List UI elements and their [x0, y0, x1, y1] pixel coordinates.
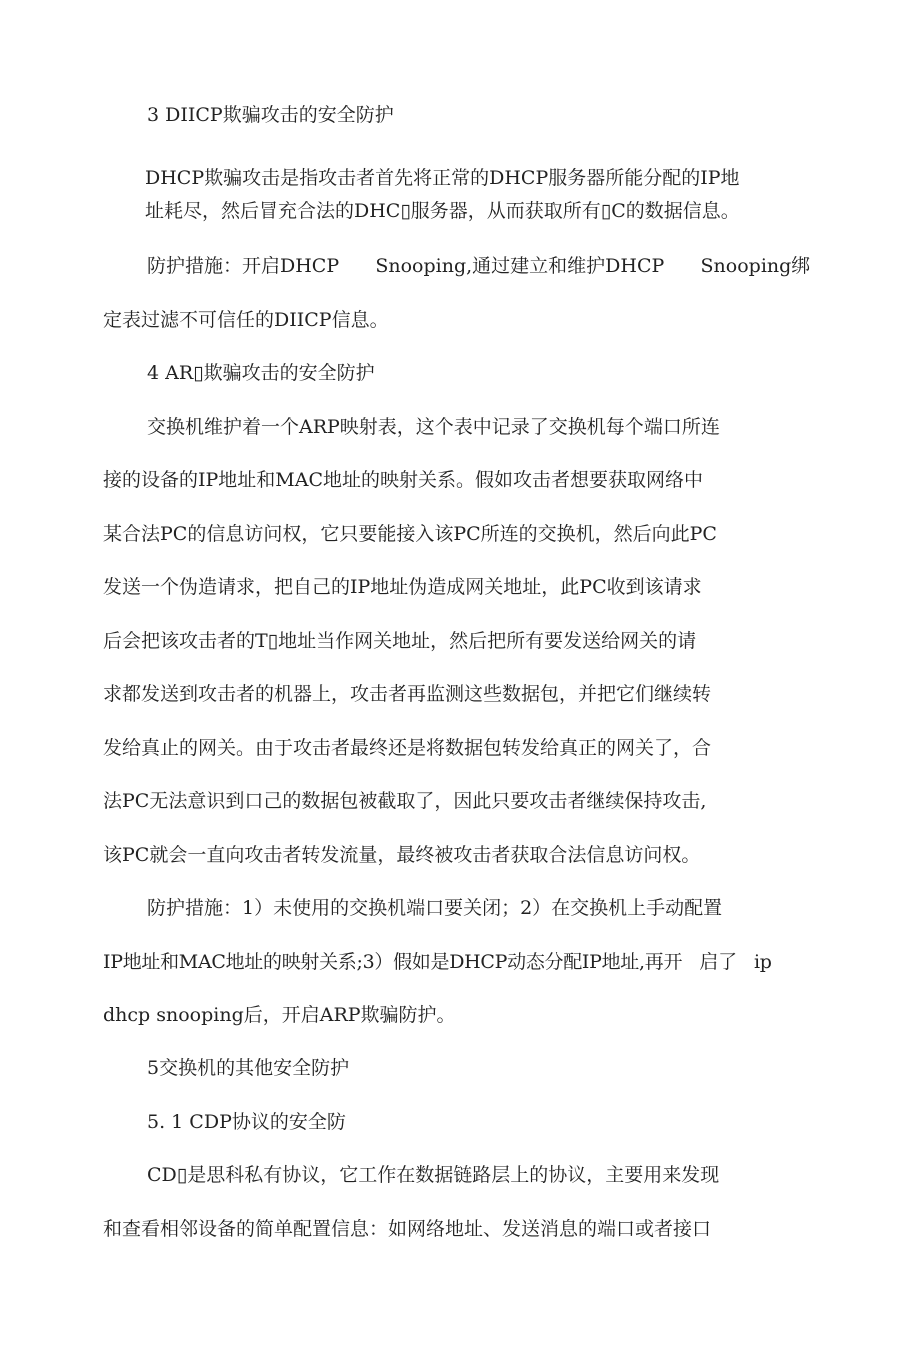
paragraph-line: 址耗尽，然后冒充合法的DHC▯服务器，从而获取所有▯C的数据信息。 — [145, 200, 740, 222]
paragraph-line: 发送一个伪造请求，把自己的IP地址伪造成网关地址，此PC收到该请求 — [103, 576, 702, 598]
paragraph-line: 发给真止的网关。由于攻击者最终还是将数据包转发给真正的网关了，合 — [103, 737, 712, 759]
paragraph-line: 求都发送到攻击者的机器上，攻击者再监测这些数据包，并把它们继续转 — [103, 683, 712, 705]
paragraph-line: 防护措施：开启DHCP Snooping,通过建立和维护DHCP Snooping绑 — [147, 255, 811, 277]
paragraph-line: 某合法PC的信息访问权，它只要能接入该PC所连的交换机，然后向此PC — [103, 523, 717, 545]
paragraph-line: 防护措施：1）未使用的交换机端口要关闭；2）在交换机上手动配置 — [147, 897, 723, 919]
paragraph-line: DHCP欺骗攻击是指攻击者首先将正常的DHCP服务器所能分配的IP地 — [145, 167, 740, 189]
paragraph-line: 该PC就会一直向攻击者转发流量，最终被攻击者获取合法信息访问权。 — [103, 844, 701, 866]
paragraph-line: 和查看相邻设备的简单配置信息：如网络地址、发送消息的端口或者接口 — [103, 1218, 712, 1240]
paragraph-line: 后会把该攻击者的T▯地址当作网关地址，然后把所有要发送给网关的请 — [103, 630, 697, 652]
paragraph-line: 交换机维护着一个ARP映射表，这个表中记录了交换机每个端口所连 — [147, 416, 720, 438]
section-heading-arp: 4 AR▯欺骗攻击的安全防护 — [147, 362, 375, 384]
paragraph-line: 接的设备的IP地址和MAC地址的映射关系。假如攻击者想要获取网络中 — [103, 469, 704, 491]
section-heading-other: 5交换机的其他安全防护 — [147, 1057, 350, 1079]
paragraph-line: 定表过滤不可信任的DIICP信息。 — [103, 309, 389, 331]
paragraph-line: 法PC无法意识到口己的数据包被截取了，因此只要攻击者继续保持攻击, — [103, 790, 707, 812]
paragraph-line: CD▯是思科私有协议，它工作在数据链路层上的协议，主要用来发现 — [147, 1164, 720, 1186]
paragraph-line: dhcp snooping后，开启ARP欺骗防护。 — [103, 1004, 456, 1026]
subsection-heading-cdp: 5. 1 CDP协议的安全防 — [147, 1111, 346, 1133]
paragraph-line: IP地址和MAC地址的映射关系;3）假如是DHCP动态分配IP地址,再开 启了 ip — [103, 951, 772, 973]
section-heading-dhcp: 3 DIICP欺骗攻击的安全防护 — [147, 104, 394, 126]
